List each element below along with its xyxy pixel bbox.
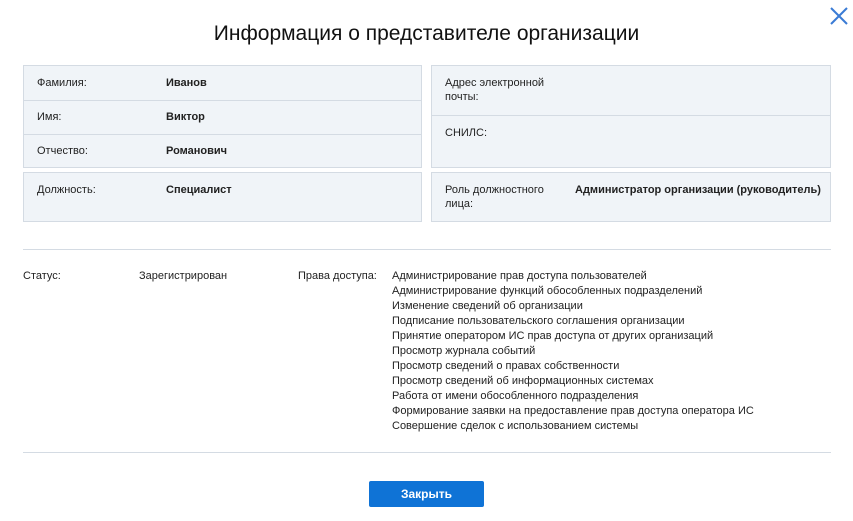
position-label: Должность: xyxy=(37,184,96,196)
access-right-item: Изменение сведений об организации xyxy=(392,300,583,312)
name-label: Имя: xyxy=(37,111,62,123)
access-right-item: Формирование заявки на предоставление прав доступа оператора ИС xyxy=(392,405,754,417)
surname-label: Фамилия: xyxy=(37,77,87,89)
role-panel xyxy=(431,172,831,222)
access-right-item: Просмотр сведений о правах собственности xyxy=(392,360,620,372)
dialog-title: Информация о представителе организации xyxy=(213,22,640,45)
patronymic-row xyxy=(24,134,421,168)
status-value: Зарегистрирован xyxy=(139,270,228,282)
snils-row xyxy=(432,115,830,168)
position-panel xyxy=(23,172,422,222)
top-divider xyxy=(23,249,831,250)
access-right-item: Работа от имени обособленного подразделения xyxy=(392,390,639,402)
contacts-panel xyxy=(431,65,831,168)
position-value: Специалист xyxy=(166,184,232,196)
email-label-line1: Адрес электронной xyxy=(445,77,545,89)
email-label-line2: почты: xyxy=(445,91,479,103)
role-label-line2: лица: xyxy=(445,198,474,210)
surname-row xyxy=(24,66,421,100)
access-right-item: Принятие оператором ИС прав доступа от других организаций xyxy=(392,330,714,342)
patronymic-value: Романович xyxy=(166,145,228,157)
access-rights-list xyxy=(392,269,754,434)
name-row xyxy=(24,100,421,134)
close-dialog-button[interactable]: Закрыть xyxy=(369,481,484,507)
email-row xyxy=(432,66,830,115)
access-right-item: Администрирование прав доступа пользователей xyxy=(392,270,647,282)
access-label: Права доступа: xyxy=(298,270,377,282)
access-right-item: Администрирование функций обособленных подразделений xyxy=(392,285,703,297)
bottom-divider xyxy=(23,452,831,453)
access-right-item: Просмотр журнала событий xyxy=(392,345,536,357)
name-value: Виктор xyxy=(166,111,205,123)
role-label-line1: Роль должностного xyxy=(445,184,544,196)
surname-value: Иванов xyxy=(166,77,207,89)
patronymic-label: Отчество: xyxy=(37,145,88,157)
access-right-item: Совершение сделок с использованием системы xyxy=(392,420,639,432)
role-label xyxy=(445,183,544,211)
snils-label: СНИЛС: xyxy=(445,127,488,139)
access-right-item: Подписание пользовательского соглашения организации xyxy=(392,315,685,327)
name-panel xyxy=(23,65,422,168)
role-value: Администратор организации (руководитель) xyxy=(575,184,821,196)
email-label xyxy=(445,76,544,104)
status-label: Статус: xyxy=(23,270,61,282)
access-right-item: Просмотр сведений об информационных системах xyxy=(392,375,654,387)
